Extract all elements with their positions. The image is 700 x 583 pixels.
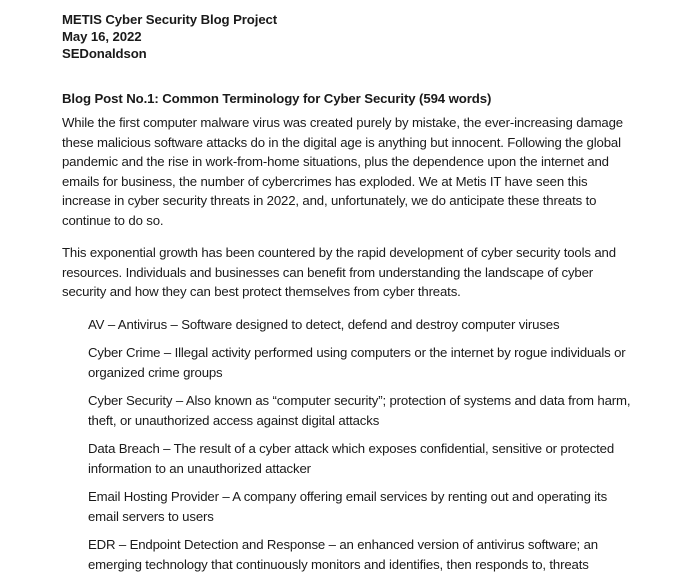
term-cyber-security: Cyber Security – Also known as “computer security”; protection of systems and data from harm, theft, or unauthorized access against digital attacks xyxy=(88,393,631,428)
term-cyber-crime: Cyber Crime – Illegal activity performed using computers or the internet by rogue individuals or organized crime groups xyxy=(88,345,626,380)
document-date: May 16, 2022 xyxy=(62,29,142,44)
author-name: SEDonaldson xyxy=(62,46,147,61)
term-email-hosting-provider: Email Hosting Provider – A company offering email services by renting out and operating its email servers to users xyxy=(88,489,608,524)
intro-paragraph: While the first computer malware virus was created purely by mistake, the ever-increasing damage these malicious software attacks do in the digital age is anything but innocent. Following the global pandemic and the rise in work-from-home situations, plus the dependence upon the internet and emails for business, the number of cybercrimes has exploded. We at Metis IT have seen this increase in cyber security threats in 2022, and, unfortunately, we do anticipate these threats to continue to do so. xyxy=(62,115,623,228)
growth-paragraph: This exponential growth has been countered by the rapid development of cyber security tools and resources. Individuals and businesses can benefit from understanding the landscape of cyber security and how they can best protect themselves from cyber threats. xyxy=(62,245,616,300)
blog-post-title: Blog Post No.1: Common Terminology for Cyber Security (594 words) xyxy=(62,91,492,106)
term-edr: EDR – Endpoint Detection and Response – an enhanced version of antivirus software; an emerging technology that continuously monitors and identifies, then responds to, threats xyxy=(88,537,598,572)
terminology-list xyxy=(88,315,640,575)
term-data-breach: Data Breach – The result of a cyber attack which exposes confidential, sensitive or protected information to an unauthorized attacker xyxy=(88,441,615,476)
term-av: AV – Antivirus – Software designed to detect, defend and destroy computer viruses xyxy=(88,316,560,332)
project-name: METIS Cyber Security Blog Project xyxy=(62,12,278,27)
document-page xyxy=(62,11,662,583)
